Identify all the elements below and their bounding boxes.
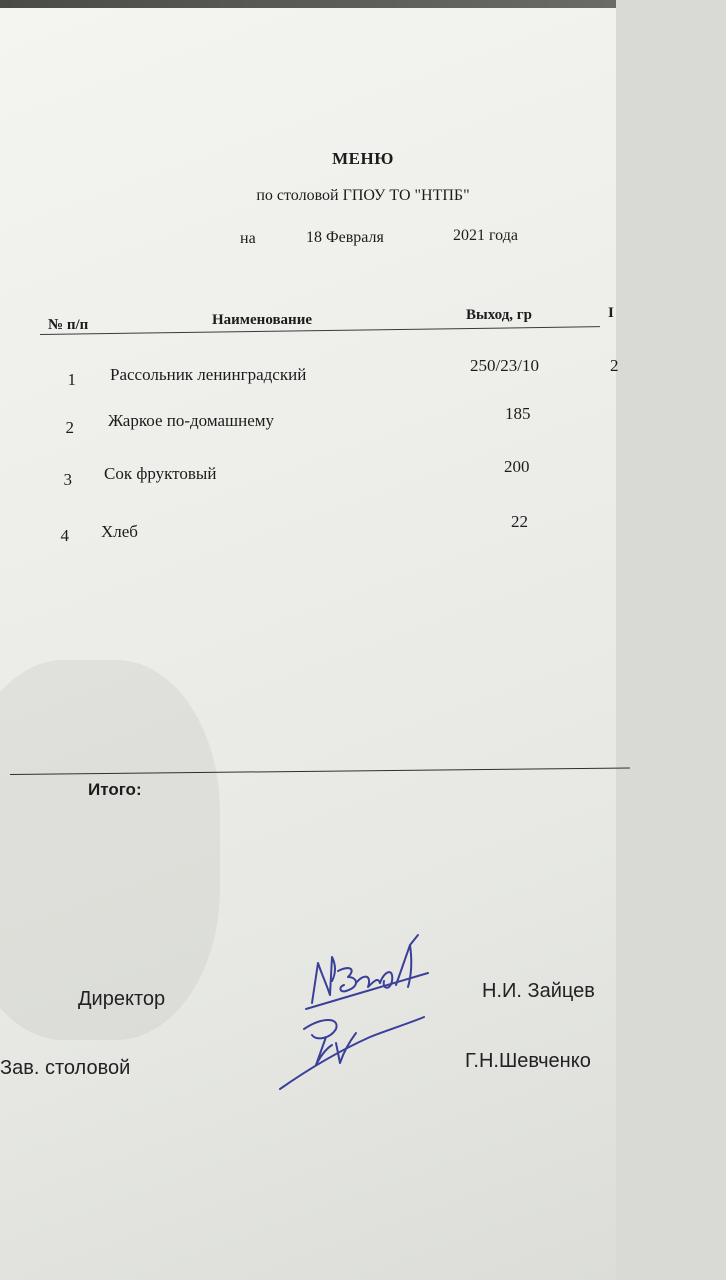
canteen-role: Зав. столовой [0, 1057, 131, 1079]
row-name: Жаркое по-домашнему [108, 411, 275, 430]
menu-subtitle: по столовой ГПОУ ТО "НТПБ" [256, 187, 470, 204]
row-output: 200 [504, 457, 530, 476]
header-output: Выход, гр [466, 307, 532, 323]
menu-title: МЕНЮ [332, 149, 394, 168]
row-number: 1 [67, 370, 76, 389]
row-name: Рассольник ленинградский [110, 365, 307, 384]
director-role: Директор [78, 988, 166, 1010]
row-extra: 2 [610, 356, 619, 375]
row-number: 3 [63, 470, 72, 489]
total-label: Итого: [88, 780, 142, 799]
header-name: Наименование [212, 312, 312, 328]
handwritten-signature [260, 925, 460, 1095]
row-output: 250/23/10 [470, 356, 539, 375]
header-rule [40, 326, 600, 335]
header-extra: I [608, 305, 614, 321]
row-name: Хлеб [101, 522, 138, 541]
canteen-name: Г.Н.Шевченко [465, 1050, 591, 1072]
director-name: Н.И. Зайцев [482, 980, 595, 1002]
row-number: 4 [60, 526, 69, 545]
date-prefix: на [240, 230, 256, 247]
date-day: 18 Февраля [306, 229, 384, 246]
row-output: 22 [511, 512, 528, 531]
row-name: Сок фруктовый [104, 464, 217, 483]
header-number: № п/п [48, 317, 89, 333]
shadow [0, 660, 220, 1040]
table-edge [0, 0, 616, 8]
row-number: 2 [65, 418, 74, 437]
row-output: 185 [505, 404, 531, 423]
date-year: 2021 года [453, 227, 518, 244]
